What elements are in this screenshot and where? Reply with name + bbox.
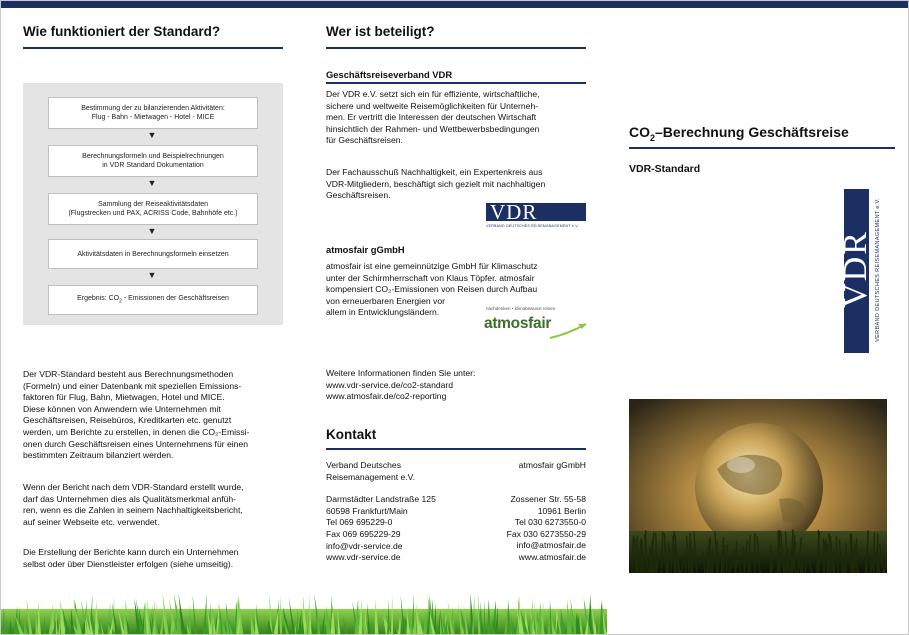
flow-step-5-sub: 2 [119, 298, 122, 305]
spacer [326, 483, 436, 494]
contact-vdr-org-line2: Reisemanagement e.V. [326, 471, 416, 482]
vdr-logo-small-letters: VDR [490, 200, 538, 224]
flow-step-4-line1: Aktivitätsdaten in Berechnungsformeln einsetzen [77, 250, 229, 258]
cover-title-co: CO [629, 124, 650, 140]
column-participants [304, 1, 607, 635]
contact-atmosfair [466, 460, 586, 564]
text-line: darf das Unternehmen dies als Qualitätsmerkmal anfüh- [23, 493, 237, 504]
text-line: selbst oder über Dienstleister erfolgen (siehe umseitig). [23, 558, 234, 569]
text-line: allem in Entwicklungsländern. [326, 307, 440, 318]
text-line: Der VDR e.V. setzt sich ein für effiziente, wirtschaftliche, [326, 89, 540, 99]
flow-step-2 [48, 145, 258, 177]
atmosfair-logo-tagline: nachdenken • klimabewusst reisen [486, 306, 556, 311]
text-line: bestimmten Zeitraum bilanziert werden. [23, 450, 174, 461]
contact-atmosfair-org: atmosfair gGmbH [518, 460, 586, 470]
text-line: Wenn der Bericht nach dem VDR-Standard erstellt wurde, [23, 482, 244, 492]
text-line: für Geschäftsreisen. [326, 135, 403, 146]
more-info-intro: Weitere Informationen finden Sie unter: [326, 368, 476, 378]
vdr-logo-small-caption: VERBAND DEUTSCHES REISEMANAGEMENT e.V. [486, 224, 579, 228]
flow-step-1-line1: Bestimmung der zu bilanzierenden Aktivitäten: [81, 105, 225, 112]
vdr-logo-vertical-letters: VDR [837, 230, 874, 308]
contact-atmosfair-city: 10961 Berlin [537, 505, 586, 516]
flow-step-1-line2: Flug - Bahn - Mietwagen - Hotel - MICE [91, 114, 215, 121]
flow-arrow-3: ▼ [147, 226, 157, 236]
vdr-title: Geschäftsreiseverband VDR [326, 69, 453, 80]
contact-atmosfair-fax: Fax 030 6273550-29 [506, 528, 586, 539]
text-line: atmosfair ist eine gemeinnützige GmbH für Klimaschutz [326, 261, 538, 271]
text-line: ren, wenn es die Zahlen in seinem Nachhaltigkeitsbericht, [23, 505, 243, 516]
glass-globe-photo [629, 399, 887, 573]
flow-arrow-4: ▼ [147, 270, 157, 280]
text-line: Geschäftsreisen. [326, 190, 391, 201]
vdr-logo-vertical [837, 189, 886, 353]
text-line: onen durch Geschäftsreisen eines Unternehmens für einen [23, 438, 249, 449]
contact-atmosfair-street: Zossener Str. 55-58 [510, 494, 586, 505]
text-line: kompensiert CO₂-Emissionen von Reisen durch Aufbau [326, 284, 538, 295]
contact-vdr-org-line1: Verband Deutsches [326, 460, 402, 470]
text-line: Der VDR-Standard besteht aus Berechnungsmethoden [23, 369, 234, 379]
vdr-logo-small [486, 201, 586, 231]
text-line: hinsichtlich der Rahmen- und Wettbewerbsbedingungen [326, 123, 540, 134]
flow-step-1 [48, 97, 258, 129]
cover-subtitle: VDR-Standard [629, 163, 701, 175]
spacer [466, 472, 586, 495]
contact-vdr-email[interactable]: info@vdr-service.de [326, 540, 403, 551]
atmosfair-swoosh-icon [548, 320, 588, 342]
flow-step-3-line1: Sammlung der Reiseaktivitätsdaten [97, 201, 209, 208]
text-line: werden, um Berichte zu erstellen, in denen die CO₂-Emissi- [23, 426, 250, 437]
text-line: (Formeln) und einer Datenbank mit speziellen Emissions- [23, 380, 242, 391]
flow-step-5-line [77, 294, 229, 306]
heading-rule [326, 448, 586, 450]
text-line: Die Erstellung der Berichte kann durch ein Unternehmen [23, 547, 239, 557]
text-line: VDR-Mitgliedern, beschäftigt sich gezielt mit nachhaltigen [326, 178, 546, 189]
flow-step-5 [48, 285, 258, 315]
more-info [326, 368, 475, 403]
vdr-committee-text [326, 167, 545, 202]
contact-atmosfair-tel: Tel 030 6273550-0 [514, 517, 586, 528]
contact-atmosfair-email[interactable]: info@atmosfair.de [516, 540, 586, 551]
flow-step-5-rest: - Emissionen der Geschäftsreisen [121, 294, 229, 302]
flow-step-3-line2: (Flugstrecken und PAX, ACRISS Code, Bahnhöfe etc.) [68, 210, 238, 217]
heading-how-it-works: Wie funktioniert der Standard? [23, 24, 221, 39]
cover-title-rule [629, 147, 895, 149]
text-line: men. Er vertritt die Interessen der deutschen Wirtschaft [326, 112, 537, 123]
vdr-logo-vertical-caption: VERBAND DEUTSCHES REISEMANAGEMENT e.V. [875, 198, 881, 342]
contact-vdr-website[interactable]: www.vdr-service.de [326, 552, 401, 563]
grass-strip-image [1, 589, 607, 635]
text-line: von erneuerbaren Energien vor [326, 295, 445, 306]
flow-step-5-co: Ergebnis: CO [77, 294, 120, 302]
link-atmosfair-co2-reporting[interactable]: www.atmosfair.de/co2-reporting [326, 391, 447, 402]
text-line: auf seiner Webseite etc. verwendet. [23, 516, 160, 527]
heading-participants: Wer ist beteiligt? [326, 24, 435, 39]
text-line: Der Fachausschuß Nachhaltigkeit, ein Expertenkreis aus [326, 167, 543, 177]
paragraph-quality-mark [23, 482, 244, 528]
flow-step-2-line2: in VDR Standard Dokumentation [102, 162, 204, 169]
contact-vdr-street: Darmstädter Landstraße 125 [326, 494, 436, 505]
heading-rule [23, 47, 283, 49]
paragraph-standard-description [23, 369, 249, 462]
contact-vdr [326, 460, 436, 564]
subheading-rule [326, 82, 586, 84]
contact-vdr-fax: Fax 069 695229-29 [326, 528, 401, 539]
text-line: sichere und weltweite Reisemöglichkeiten für Unterneh- [326, 100, 539, 111]
cover-title [629, 124, 849, 143]
atmosfair-logo-wordmark: atmosfair [484, 315, 552, 332]
text-line: Geschäftsreisen, Reisebüros, Kreditkarten etc. genutzt [23, 415, 232, 426]
cover-title-sub: 2 [650, 132, 656, 143]
process-flowchart [23, 83, 283, 325]
contact-atmosfair-website[interactable]: www.atmosfair.de [518, 552, 586, 563]
heading-kontakt: Kontakt [326, 427, 377, 442]
flow-arrow-1: ▼ [147, 130, 157, 140]
text-line: Diese können von Anwendern wie Unternehmen mit [23, 403, 221, 414]
link-vdr-co2-standard[interactable]: www.vdr-service.de/co2-standard [326, 379, 454, 390]
flow-step-3 [48, 193, 258, 225]
vdr-description [326, 89, 540, 147]
cover-title-rest: –Berechnung Geschäftsreise [655, 124, 849, 140]
paragraph-report-creation [23, 547, 238, 570]
flow-step-2-line1: Berechnungsformeln und Beispielrechnungen [82, 153, 224, 160]
flow-arrow-2: ▼ [147, 178, 157, 188]
contact-vdr-tel: Tel 069 695229-0 [326, 517, 393, 528]
heading-rule [326, 47, 586, 49]
atmosfair-title: atmosfair gGmbH [326, 244, 405, 255]
column-how-it-works [1, 1, 304, 635]
text-line: unter der Schirmherrschaft von Klaus Töpfer. atmosfair [326, 272, 535, 283]
flow-step-4 [48, 239, 258, 269]
atmosfair-logo [480, 306, 588, 346]
contact-vdr-city: 60598 Frankfurt/Main [326, 505, 408, 516]
text-line: faktoren für Flug, Bahn, Mietwagen, Hotel und MICE. [23, 392, 225, 403]
